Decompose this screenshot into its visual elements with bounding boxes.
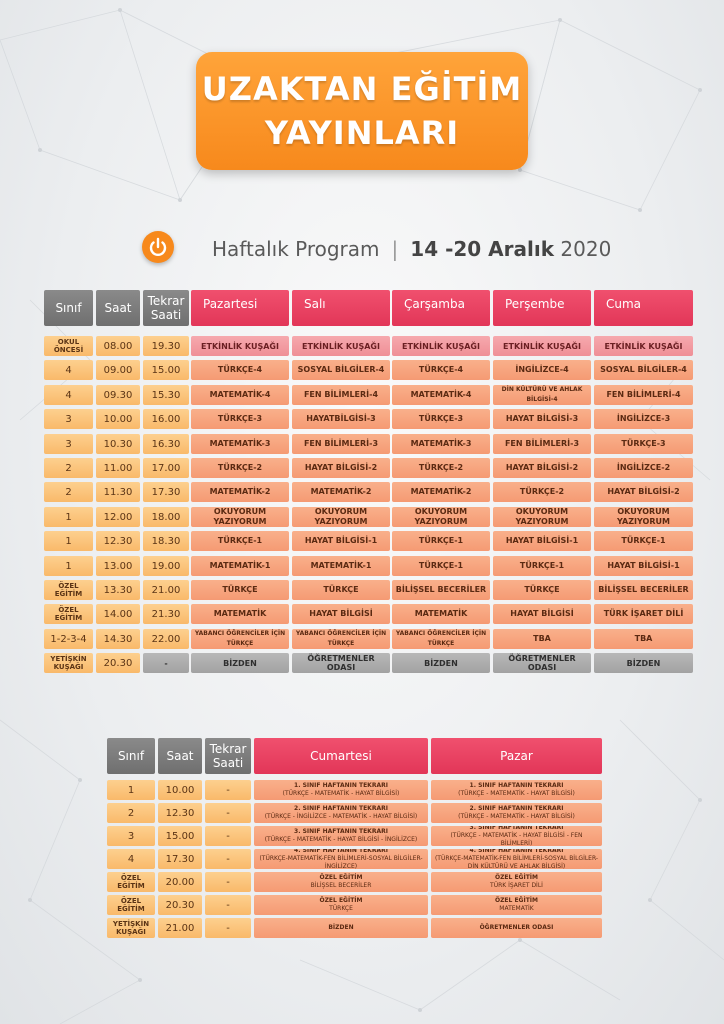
- row-tekrar-saati: 18.30: [143, 531, 189, 551]
- header-day-2: Salı: [292, 290, 390, 326]
- weekend-row-saat: 10.00: [158, 780, 202, 800]
- row-sinif: 3: [44, 434, 93, 454]
- weekend-row-sinif: 4: [107, 849, 155, 869]
- weekend-cell-title: ÖZEL EĞİTİM: [494, 874, 538, 881]
- schedule-cell: HAYAT BİLGİSİ-1: [594, 556, 693, 576]
- weekend-row-tekrar-saati: -: [205, 803, 251, 823]
- schedule-cell: TÜRKÇE-1: [191, 531, 289, 551]
- weekend-cell-subtitle: (TÜRKÇE - MATEMATİK - HAYAT BİLGİSİ - İNGİLİZCE): [264, 836, 418, 843]
- weekend-cell-subtitle: (TÜRKÇE - MATEMATİK - HAYAT BİLGİSİ): [282, 790, 400, 797]
- title-banner: [196, 52, 528, 170]
- weekend-cell-title: ÖZEL EĞİTİM: [319, 874, 363, 881]
- weekend-schedule-cell: [431, 780, 602, 800]
- schedule-cell: ETKİNLİK KUŞAĞI: [191, 336, 289, 356]
- schedule-cell: OKUYORUM YAZIYORUM: [594, 507, 693, 527]
- schedule-cell: TÜRKÇE: [292, 580, 390, 600]
- schedule-cell: BİLİŞSEL BECERİLER: [392, 580, 490, 600]
- weekend-row-sinif: 1: [107, 780, 155, 800]
- schedule-cell: FEN BİLİMLERİ-3: [292, 434, 390, 454]
- row-saat: 10.00: [96, 409, 140, 429]
- schedule-cell: DİN KÜLTÜRÜ VE AHLAK BİLGİSİ-4: [493, 385, 591, 405]
- schedule-cell: MATEMATİK: [191, 604, 289, 624]
- header-day-1: Pazartesi: [191, 290, 289, 326]
- schedule-cell: MATEMATİK-1: [191, 556, 289, 576]
- weekend-schedule-cell: [254, 826, 428, 846]
- schedule-cell: BİZDEN: [392, 653, 490, 673]
- row-tekrar-saati: 16.30: [143, 434, 189, 454]
- header-saat: Saat: [96, 290, 140, 326]
- weekend-row-tekrar-saati: -: [205, 849, 251, 869]
- weekend-row-sinif: ÖZEL EĞİTİM: [107, 872, 155, 892]
- weekend-schedule-cell: [254, 780, 428, 800]
- weekend-cell-title: 2. SINIF HAFTANIN TEKRARI: [469, 805, 564, 812]
- schedule-cell: MATEMATİK-3: [191, 434, 289, 454]
- program-dates: 14 -20 Aralık: [410, 237, 555, 261]
- weekend-cell-subtitle: MATEMATİK: [499, 905, 534, 912]
- weekend-row-saat: 21.00: [158, 918, 202, 938]
- schedule-cell: HAYAT BİLGİSİ: [493, 604, 591, 624]
- weekend-row-tekrar-saati: -: [205, 918, 251, 938]
- row-saat: 11.30: [96, 482, 140, 502]
- schedule-cell: TÜRKÇE-1: [392, 556, 490, 576]
- weekend-cell-title: 4. SINIF HAFTANIN TEKRARI: [469, 849, 564, 854]
- row-sinif: ÖZEL EĞİTİM: [44, 580, 93, 600]
- schedule-cell: HAYAT BİLGİSİ-3: [493, 409, 591, 429]
- schedule-cell: MATEMATİK-2: [191, 482, 289, 502]
- weekend-schedule-cell: [431, 918, 602, 938]
- schedule-cell: ETKİNLİK KUŞAĞI: [493, 336, 591, 356]
- row-sinif: 2: [44, 482, 93, 502]
- program-subtitle: [212, 234, 611, 264]
- title-line-1: UZAKTAN EĞİTİM: [201, 70, 523, 108]
- weekend-cell-subtitle: TÜRK İŞARET DİLİ: [490, 882, 543, 889]
- row-sinif: ÖZEL EĞİTİM: [44, 604, 93, 624]
- row-tekrar-saati: 15.30: [143, 385, 189, 405]
- row-sinif: 2: [44, 458, 93, 478]
- row-saat: 20.30: [96, 653, 140, 673]
- schedule-cell: ETKİNLİK KUŞAĞI: [594, 336, 693, 356]
- header-day-4: Perşembe: [493, 290, 591, 326]
- weekend-cell-subtitle: (TÜRKÇE-MATEMATİK-FEN BİLİMLERİ-SOSYAL BİLGİLER-İNGİLİZCE): [259, 855, 423, 869]
- row-sinif: 1-2-3-4: [44, 629, 93, 649]
- weekend-schedule-cell: [431, 849, 602, 869]
- title-line-2: YAYINLARI: [264, 114, 460, 152]
- row-saat: 13.00: [96, 556, 140, 576]
- weekend-row-saat: 15.00: [158, 826, 202, 846]
- row-tekrar-saati: 21.00: [143, 580, 189, 600]
- row-tekrar-saati: 21.30: [143, 604, 189, 624]
- weekend-cell-subtitle: TÜRKÇE: [329, 905, 353, 912]
- schedule-cell: TBA: [493, 629, 591, 649]
- schedule-cell: ÖĞRETMENLER ODASI: [493, 653, 591, 673]
- weekend-row-saat: 20.00: [158, 872, 202, 892]
- schedule-cell: HAYAT BİLGİSİ-2: [594, 482, 693, 502]
- row-saat: 14.00: [96, 604, 140, 624]
- row-saat: 08.00: [96, 336, 140, 356]
- row-saat: 12.30: [96, 531, 140, 551]
- weekend-schedule-cell: [254, 918, 428, 938]
- schedule-cell: HAYAT BİLGİSİ-1: [493, 531, 591, 551]
- schedule-cell: TÜRKÇE-2: [392, 458, 490, 478]
- schedule-cell: TÜRK İŞARET DİLİ: [594, 604, 693, 624]
- row-saat: 11.00: [96, 458, 140, 478]
- weekend-cell-subtitle: BİLİŞSEL BECERİLER: [310, 882, 372, 889]
- schedule-cell: TÜRKÇE-3: [191, 409, 289, 429]
- row-tekrar-saati: -: [143, 653, 189, 673]
- schedule-cell: BİLİŞSEL BECERİLER: [594, 580, 693, 600]
- schedule-cell: YABANCI ÖĞRENCİLER İÇİN TÜRKÇE: [292, 629, 390, 649]
- row-sinif: OKUL ÖNCESİ: [44, 336, 93, 356]
- row-saat: 09.00: [96, 360, 140, 380]
- weekend-header-sinif: Sınıf: [107, 738, 155, 774]
- row-sinif: 1: [44, 507, 93, 527]
- schedule-cell: OKUYORUM YAZIYORUM: [292, 507, 390, 527]
- weekend-cell-title: ÖĞRETMENLER ODASI: [479, 924, 554, 931]
- weekend-row-saat: 12.30: [158, 803, 202, 823]
- schedule-cell: HAYAT BİLGİSİ-2: [493, 458, 591, 478]
- row-tekrar-saati: 16.00: [143, 409, 189, 429]
- row-sinif: 4: [44, 385, 93, 405]
- row-tekrar-saati: 18.00: [143, 507, 189, 527]
- program-label: Haftalık Program: [212, 237, 380, 261]
- weekend-schedule-cell: [431, 826, 602, 846]
- weekend-schedule-cell: [254, 849, 428, 869]
- weekend-row-saat: 17.30: [158, 849, 202, 869]
- schedule-cell: MATEMATİK-2: [392, 482, 490, 502]
- schedule-cell: TBA: [594, 629, 693, 649]
- weekend-schedule-cell: [431, 803, 602, 823]
- weekend-row-sinif: ÖZEL EĞİTİM: [107, 895, 155, 915]
- weekend-row-saat: 20.30: [158, 895, 202, 915]
- schedule-cell: TÜRKÇE-4: [392, 360, 490, 380]
- schedule-cell: FEN BİLİMLERİ-4: [594, 385, 693, 405]
- program-year: 2020: [560, 237, 612, 261]
- schedule-cell: HAYAT BİLGİSİ: [292, 604, 390, 624]
- weekend-schedule-cell: [254, 872, 428, 892]
- schedule-cell: HAYATBİLGİSİ-3: [292, 409, 390, 429]
- schedule-cell: MATEMATİK: [392, 604, 490, 624]
- schedule-cell: FEN BİLİMLERİ-3: [493, 434, 591, 454]
- schedule-cell: MATEMATİK-4: [392, 385, 490, 405]
- weekend-header-day-1: Cumartesi: [254, 738, 428, 774]
- weekend-header-tekrar-saati: Tekrar Saati: [205, 738, 251, 774]
- schedule-cell: TÜRKÇE-1: [392, 531, 490, 551]
- weekend-cell-subtitle: (TÜRKÇE - MATEMATİK - HAYAT BİLGİSİ): [458, 790, 575, 797]
- power-button[interactable]: [142, 231, 174, 263]
- weekend-cell-subtitle: (TÜRKÇE-MATEMATİK-FEN BİLİMLERİ-SOSYAL BİLGİLER-DİN KÜLTÜRÜ VE AHLAK BİLGİSİ): [434, 855, 599, 869]
- weekend-cell-title: 2. SINIF HAFTANIN TEKRARI: [294, 805, 388, 812]
- weekend-cell-subtitle: (TÜRKÇE - MATEMATİK - HAYAT BİLGİSİ): [458, 813, 575, 820]
- weekend-cell-title: ÖZEL EĞİTİM: [494, 897, 538, 904]
- weekend-schedule-cell: [431, 895, 602, 915]
- row-tekrar-saati: 17.00: [143, 458, 189, 478]
- weekend-cell-title: ÖZEL EĞİTİM: [319, 897, 363, 904]
- schedule-cell: OKUYORUM YAZIYORUM: [191, 507, 289, 527]
- schedule-cell: TÜRKÇE-2: [191, 458, 289, 478]
- schedule-cell: TÜRKÇE-1: [594, 531, 693, 551]
- schedule-cell: OKUYORUM YAZIYORUM: [493, 507, 591, 527]
- row-sinif: 1: [44, 556, 93, 576]
- weekend-schedule-cell: [431, 872, 602, 892]
- schedule-cell: ÖĞRETMENLER ODASI: [292, 653, 390, 673]
- weekend-row-sinif: 3: [107, 826, 155, 846]
- weekend-cell-title: BİZDEN: [328, 924, 354, 931]
- schedule-cell: BİZDEN: [191, 653, 289, 673]
- weekend-cell-title: 1. SINIF HAFTANIN TEKRARI: [469, 782, 564, 789]
- row-saat: 12.00: [96, 507, 140, 527]
- schedule-cell: TÜRKÇE-4: [191, 360, 289, 380]
- schedule-cell: ETKİNLİK KUŞAĞI: [392, 336, 490, 356]
- weekend-row-tekrar-saati: -: [205, 826, 251, 846]
- schedule-cell: OKUYORUM YAZIYORUM: [392, 507, 490, 527]
- row-saat: 13.30: [96, 580, 140, 600]
- schedule-cell: İNGİLİZCE-4: [493, 360, 591, 380]
- subtitle-separator: |: [391, 237, 399, 261]
- row-tekrar-saati: 17.30: [143, 482, 189, 502]
- schedule-cell: SOSYAL BİLGİLER-4: [292, 360, 390, 380]
- header-day-3: Çarşamba: [392, 290, 490, 326]
- weekend-row-tekrar-saati: -: [205, 872, 251, 892]
- schedule-cell: TÜRKÇE-3: [594, 434, 693, 454]
- weekend-cell-title: 1. SINIF HAFTANIN TEKRARI: [294, 782, 388, 789]
- schedule-cell: FEN BİLİMLERİ-4: [292, 385, 390, 405]
- weekend-cell-title: 3. SINIF HAFTANIN TEKRARI: [469, 826, 564, 831]
- schedule-cell: HAYAT BİLGİSİ-2: [292, 458, 390, 478]
- schedule-cell: İNGİLİZCE-2: [594, 458, 693, 478]
- weekend-cell-title: 4. SINIF HAFTANIN TEKRARI: [294, 849, 388, 854]
- header-sinif: Sınıf: [44, 290, 93, 326]
- power-icon: [142, 231, 174, 263]
- schedule-cell: BİZDEN: [594, 653, 693, 673]
- schedule-cell: YABANCI ÖĞRENCİLER İÇİN TÜRKÇE: [191, 629, 289, 649]
- schedule-cell: MATEMATİK-3: [392, 434, 490, 454]
- schedule-cell: HAYAT BİLGİSİ-1: [292, 531, 390, 551]
- schedule-cell: SOSYAL BİLGİLER-4: [594, 360, 693, 380]
- weekend-cell-subtitle: (TÜRKÇE - MATEMATİK - HAYAT BİLGİSİ - FEN BİLİMLERİ): [450, 832, 583, 846]
- schedule-cell: MATEMATİK-4: [191, 385, 289, 405]
- row-saat: 09.30: [96, 385, 140, 405]
- row-tekrar-saati: 19.00: [143, 556, 189, 576]
- weekend-cell-title: 3. SINIF HAFTANIN TEKRARI: [294, 828, 388, 835]
- schedule-cell: TÜRKÇE-3: [392, 409, 490, 429]
- row-tekrar-saati: 15.00: [143, 360, 189, 380]
- schedule-cell: MATEMATİK-1: [292, 556, 390, 576]
- weekend-row-tekrar-saati: -: [205, 895, 251, 915]
- row-sinif: 1: [44, 531, 93, 551]
- schedule-cell: TÜRKÇE: [493, 580, 591, 600]
- row-saat: 10.30: [96, 434, 140, 454]
- weekend-header-day-2: Pazar: [431, 738, 602, 774]
- schedule-cell: TÜRKÇE-2: [493, 482, 591, 502]
- weekend-schedule-cell: [254, 803, 428, 823]
- row-tekrar-saati: 19.30: [143, 336, 189, 356]
- row-saat: 14.30: [96, 629, 140, 649]
- row-sinif: YETİŞKİN KUŞAĞI: [44, 653, 93, 673]
- weekend-row-sinif: 2: [107, 803, 155, 823]
- weekend-row-tekrar-saati: -: [205, 780, 251, 800]
- schedule-cell: TÜRKÇE: [191, 580, 289, 600]
- schedule-cell: İNGİLİZCE-3: [594, 409, 693, 429]
- weekend-cell-subtitle: (TÜRKÇE - İNGİLİZCE - MATEMATİK - HAYAT BİLGİSİ): [264, 813, 418, 820]
- row-tekrar-saati: 22.00: [143, 629, 189, 649]
- schedule-cell: MATEMATİK-2: [292, 482, 390, 502]
- header-tekrar-saati: Tekrar Saati: [143, 290, 189, 326]
- row-sinif: 3: [44, 409, 93, 429]
- schedule-cell: YABANCI ÖĞRENCİLER İÇİN TÜRKÇE: [392, 629, 490, 649]
- header-day-5: Cuma: [594, 290, 693, 326]
- weekend-row-sinif: YETİŞKİN KUŞAĞI: [107, 918, 155, 938]
- weekend-schedule-cell: [254, 895, 428, 915]
- row-sinif: 4: [44, 360, 93, 380]
- schedule-cell: ETKİNLİK KUŞAĞI: [292, 336, 390, 356]
- weekend-header-saat: Saat: [158, 738, 202, 774]
- schedule-cell: TÜRKÇE-1: [493, 556, 591, 576]
